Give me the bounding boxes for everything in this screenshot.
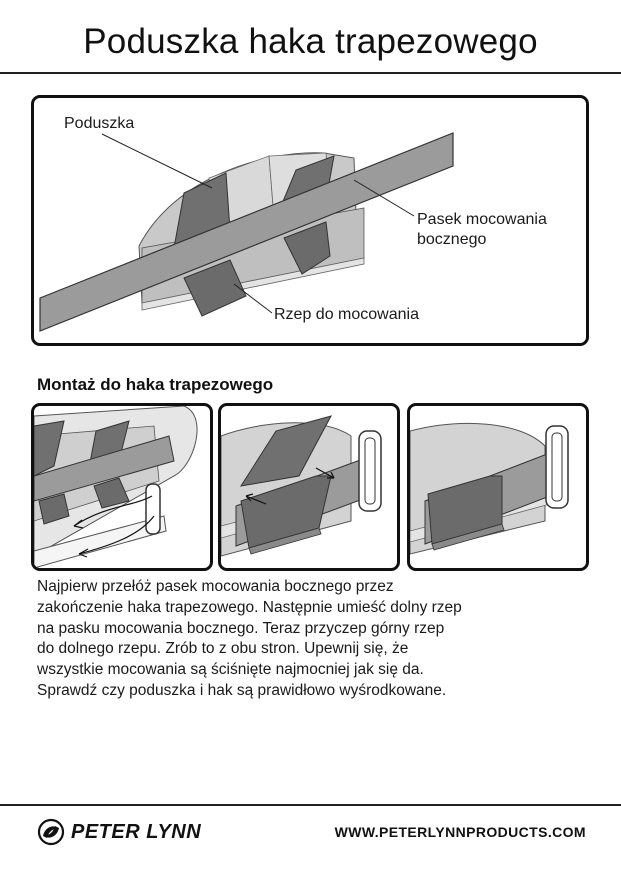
main-diagram — [31, 95, 589, 346]
instruction-line: wszystkie mocowania są ściśnięte najmocniej jak się da. — [37, 661, 424, 679]
instruction-line: na pasku mocowania bocznego. Teraz przyczep górny rzep — [37, 619, 445, 637]
label-strap — [417, 210, 547, 250]
step-3-illustration — [407, 403, 589, 571]
instruction-line: Najpierw przełóż pasek mocowania bocznego przez — [37, 578, 394, 595]
instructions-text — [37, 577, 587, 702]
page-title: Poduszka haka trapezowego — [83, 22, 538, 61]
instruction-line: Sprawdź czy poduszka i hak są prawidłowo wyśrodkowane. — [37, 681, 447, 699]
instruction-line: do dolnego rzepu. Zrób to z obu stron. Upewnij się, że — [37, 640, 409, 658]
step-2-illustration — [218, 403, 400, 571]
label-pad: Poduszka — [64, 115, 135, 132]
header-divider — [0, 72, 621, 74]
peter-lynn-logo-icon — [37, 818, 65, 846]
brand — [37, 818, 201, 846]
label-strap-line1: Pasek mocowania — [417, 211, 547, 228]
step-1-illustration — [31, 403, 213, 571]
instruction-line: zakończenie haka trapezowego. Następnie umieść dolny rzep — [37, 598, 462, 616]
section-heading: Montaż do haka trapezowego — [37, 375, 274, 394]
brand-name: PETER LYNN — [71, 820, 202, 843]
label-velcro: Rzep do mocowania — [274, 306, 419, 323]
website-link[interactable]: WWW.PETERLYNNPRODUCTS.COM — [334, 824, 586, 840]
footer-divider — [0, 804, 621, 806]
label-strap-line2: bocznego — [417, 231, 487, 248]
